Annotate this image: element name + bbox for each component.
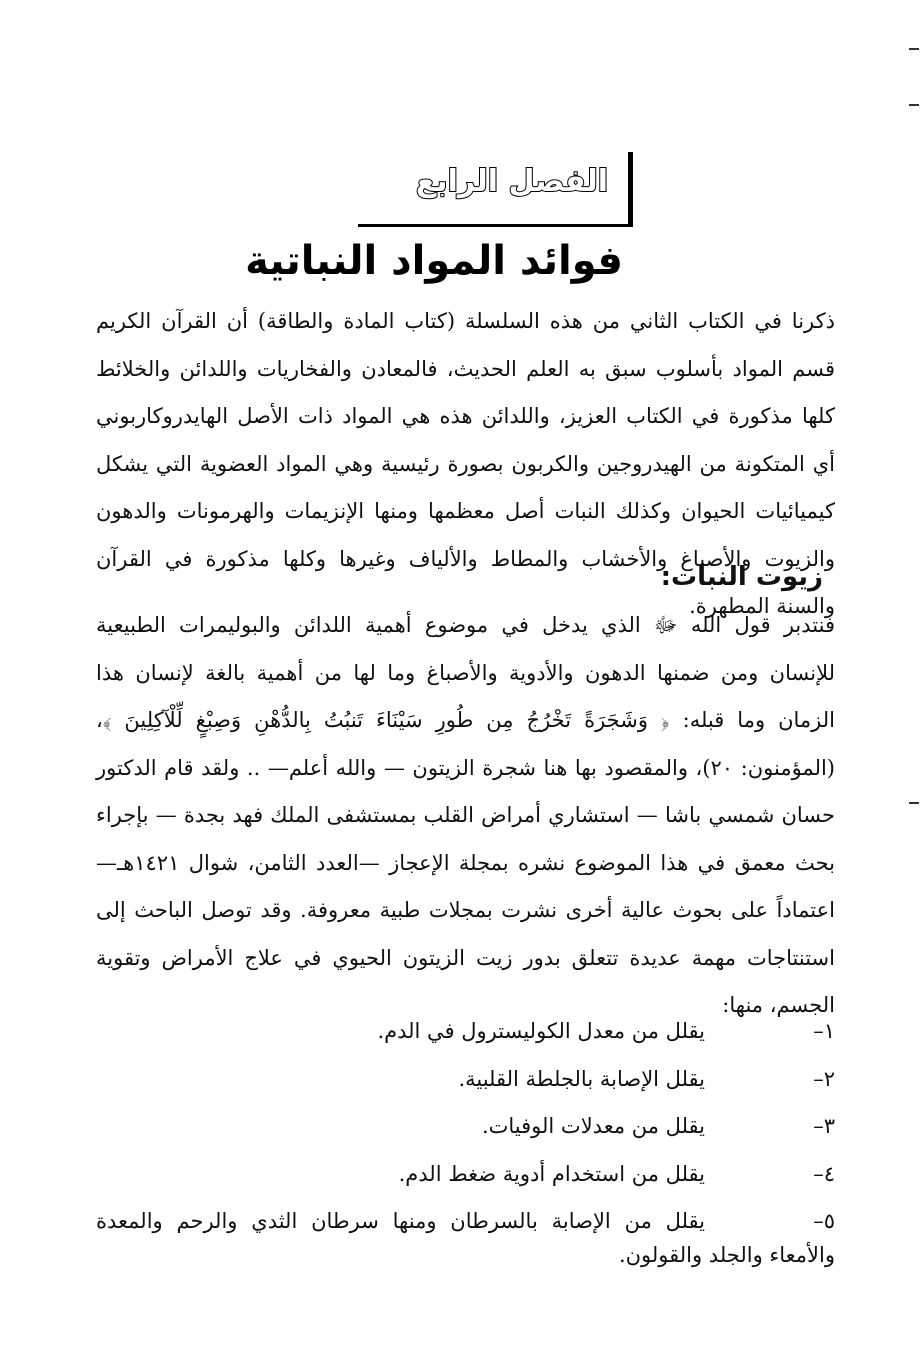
list-text: يقلل من معدلات الوفيات. bbox=[481, 1114, 705, 1138]
section-heading: زيوت النبات: bbox=[660, 562, 823, 592]
list-text: يقلل الإصابة بالجلطة القلبية. bbox=[458, 1066, 705, 1091]
chapter-label: الفصل الرابع bbox=[415, 164, 608, 199]
list-item bbox=[96, 1103, 835, 1151]
section-paragraph: فنتدبر قول الله ﷻ الذي يدخل في موضوع أهمية اللدائن والبوليمرات الطبيعية للإنسان ومن ضمنها الدهون والأدوية والأصباغ وما لها من أهمية بالغة لإنسان هذا الزمان وما قبله: ﴿ وَشَجَرَةً تَخْرُجُ مِن طُورِ سَيْنَاءَ تَنبُتُ بِالدُّهْنِ وَصِبْغٍ لِّلْآكِلِينَ ﴾، (المؤمنون: ٢٠)، والمقصود بها هنا شجرة الزيتون — والله أعلم— .. ولقد قام الدكتور حسان شمسي باشا — استشاري أمراض القلب بمستشفى الملك فهد بجدة — بإجراء بحث معمق في هذا الموضوع نشره بمجلة الإعجاز —العدد الثامن، شوال ١٤٢١هـ— اعتماداً على بحوث عالية أخرى نشرت بمجلات طبية معروفة. وقد توصل الباحث إلى استنتاجات مهمة عديدة تتعلق بدور زيت الزيتون الحيوي في علاج الأمراض وتقوية الجسم، منها: bbox=[96, 613, 835, 1017]
intro-paragraph: ذكرنا في الكتاب الثاني من هذه السلسلة (كتاب المادة والطاقة) أن القرآن الكريم قسم المواد بأسلوب سبق به العلم الحديث، فالمعادن والفخاريات واللدائن والخلائط كلها مذكورة في الكتاب العزيز، واللدائن هذه هي المواد ذات الأصل الهايدروكاربوني أي المتكونة من الهيدروجين والكربون بصورة رئيسية وهي المواد العضوية التي يشكل كيميائيات الحيوان وكذلك النبات أصل معظمها ومنها الإنزيمات والهرمونات والدهون والزيوت والأصباغ والأخشاب والمطاط والألياف وغيرها وكلها مذكورة في القرآن والسنة المطهرة. bbox=[96, 309, 835, 618]
list-number: ٤– bbox=[813, 1161, 835, 1186]
scan-mark bbox=[909, 802, 919, 804]
list-number: ٣– bbox=[813, 1114, 835, 1138]
benefits-list bbox=[96, 1008, 835, 1246]
list-text: يقلل من معدل الكوليسترول في الدم. bbox=[377, 1019, 705, 1043]
list-item bbox=[96, 1008, 835, 1056]
list-number: ٥– bbox=[813, 1209, 835, 1233]
scan-mark bbox=[909, 48, 919, 50]
list-continuation: والأمعاء والجلد والقولون. bbox=[618, 1243, 835, 1267]
list-item bbox=[96, 1151, 835, 1199]
list-text: يقلل من الإصابة بالسرطان ومنها سرطان الثدي والرحم والمعدة bbox=[96, 1209, 705, 1233]
list-item bbox=[96, 1056, 835, 1104]
list-text: يقلل من استخدام أدوية ضغط الدم. bbox=[398, 1161, 705, 1186]
scan-mark bbox=[909, 104, 919, 106]
list-number: ١– bbox=[813, 1019, 835, 1043]
chapter-label-box bbox=[358, 152, 633, 227]
chapter-title: فوائد المواد النباتية bbox=[245, 238, 623, 284]
list-number: ٢– bbox=[813, 1066, 835, 1091]
